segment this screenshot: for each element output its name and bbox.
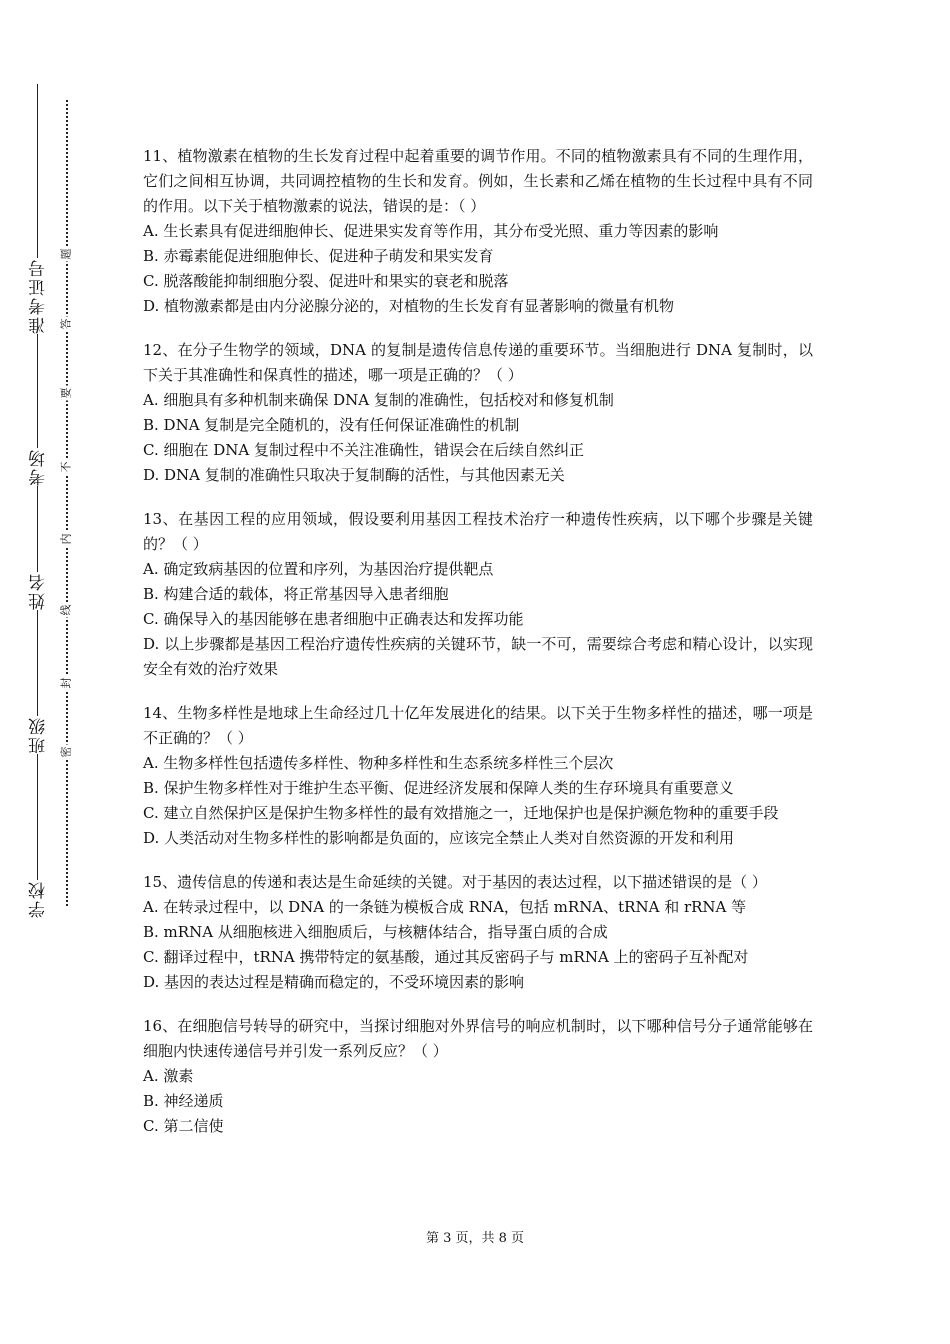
option-d: D. 人类活动对生物多样性的影响都是负面的，应该完全禁止人类对自然资源的开发和利用 <box>143 829 735 847</box>
question-16 <box>143 1014 813 1139</box>
question-list <box>143 144 813 1158</box>
seal-char: 密 <box>59 746 73 758</box>
option-c: C. 细胞在 DNA 复制过程中不关注准确性，错误会在后续自然纠正 <box>143 441 585 459</box>
option-c: C. 建立自然保护区是保护生物多样性的最有效措施之一，迁地保护也是保护濒危物种的重要手段 <box>143 804 779 822</box>
option-c: C. 第二信使 <box>143 1117 224 1135</box>
question-13 <box>143 507 813 682</box>
option-a: A. 激素 <box>143 1067 194 1085</box>
label-school: 学校 <box>26 880 50 918</box>
question-stem: 15、遗传信息的传递和表达是生命延续的关键。对于基因的表达过程，以下描述错误的是（ ） <box>143 873 767 891</box>
option-a: A. 生长素具有促进细胞伸长、促进果实发育等作用，其分布受光照、重力等因素的影响 <box>143 222 719 240</box>
option-d: D. 基因的表达过程是精确而稳定的，不受环境因素的影响 <box>143 973 525 991</box>
option-a: A. 确定致病基因的位置和序列，为基因治疗提供靶点 <box>143 560 494 578</box>
seal-char: 不 <box>59 461 73 473</box>
label-name: 姓名 <box>26 572 50 610</box>
question-stem: 16、在细胞信号转导的研究中，当探讨细胞对外界信号的响应机制时，以下哪种信号分子通常能够在细胞内快速传递信号并引发一系列反应？（ ） <box>143 1017 813 1060</box>
question-stem: 11、植物激素在植物的生长发育过程中起着重要的调节作用。不同的植物激素具有不同的生理作用，它们之间相互协调，共同调控植物的生长和发育。例如，生长素和乙烯在植物的生长过程中具有不同的作用。以下关于植物激素的说法，错误的是：（ ） <box>143 147 813 215</box>
seal-char: 题 <box>59 248 73 260</box>
question-15 <box>143 870 813 995</box>
seal-char: 答 <box>59 318 73 330</box>
question-14 <box>143 701 813 851</box>
question-11 <box>143 144 813 319</box>
option-b: B. mRNA 从细胞核进入细胞质后，与核糖体结合，指导蛋白质的合成 <box>143 923 608 941</box>
question-stem: 14、生物多样性是地球上生命经过几十亿年发展进化的结果。以下关于生物多样性的描述，哪一项是不正确的？（ ） <box>143 704 813 747</box>
label-class: 班级 <box>26 716 50 754</box>
label-exam-room: 考场 <box>26 448 50 486</box>
seal-char: 内 <box>59 533 73 545</box>
seal-char: 要 <box>59 387 73 399</box>
option-a: A. 细胞具有多种机制来确保 DNA 复制的准确性，包括校对和修复机制 <box>143 391 614 409</box>
label-exam-number: 准考证号 <box>26 258 50 334</box>
option-c: C. 翻译过程中，tRNA 携带特定的氨基酸，通过其反密码子与 mRNA 上的密码子互补配对 <box>143 948 749 966</box>
seal-char: 封 <box>59 677 73 689</box>
option-b: B. 保护生物多样性对于维护生态平衡、促进经济发展和保障人类的生存环境具有重要意义 <box>143 779 734 797</box>
option-d: D. 植物激素都是由内分泌腺分泌的，对植物的生长发育有显著影响的微量有机物 <box>143 297 675 315</box>
option-a: A. 在转录过程中，以 DNA 的一条链为模板合成 RNA，包括 mRNA、tRNA 和 rRNA 等 <box>143 898 747 916</box>
option-c: C. 确保导入的基因能够在患者细胞中正确表达和发挥功能 <box>143 610 524 628</box>
seal-dotted-line <box>66 100 68 906</box>
question-stem: 12、在分子生物学的领域，DNA 的复制是遗传信息传递的重要环节。当细胞进行 DNA 复制时，以下关于其准确性和保真性的描述，哪一项是正确的？（ ） <box>143 341 813 384</box>
option-d: D. 以上步骤都是基因工程治疗遗传性疾病的关键环节，缺一不可，需要综合考虑和精心设计，以实现安全有效的治疗效果 <box>143 635 813 678</box>
option-b: B. 赤霉素能促进细胞伸长、促进种子萌发和果实发育 <box>143 247 494 265</box>
page-number: 第 3 页，共 8 页 <box>425 1231 525 1246</box>
option-d: D. DNA 复制的准确性只取决于复制酶的活性，与其他因素无关 <box>143 466 565 484</box>
question-stem: 13、在基因工程的应用领域，假设要利用基因工程技术治疗一种遗传性疾病，以下哪个步骤是关键的？（ ） <box>143 510 813 553</box>
question-12 <box>143 338 813 488</box>
binding-margin <box>0 0 80 1344</box>
option-b: B. 神经递质 <box>143 1092 224 1110</box>
option-b: B. DNA 复制是完全随机的，没有任何保证准确性的机制 <box>143 416 520 434</box>
binding-line <box>37 84 38 906</box>
seal-char: 线 <box>59 604 73 616</box>
option-c: C. 脱落酸能抑制细胞分裂、促进叶和果实的衰老和脱落 <box>143 272 509 290</box>
option-a: A. 生物多样性包括遗传多样性、物种多样性和生态系统多样性三个层次 <box>143 754 614 772</box>
option-b: B. 构建合适的载体，将正常基因导入患者细胞 <box>143 585 449 603</box>
